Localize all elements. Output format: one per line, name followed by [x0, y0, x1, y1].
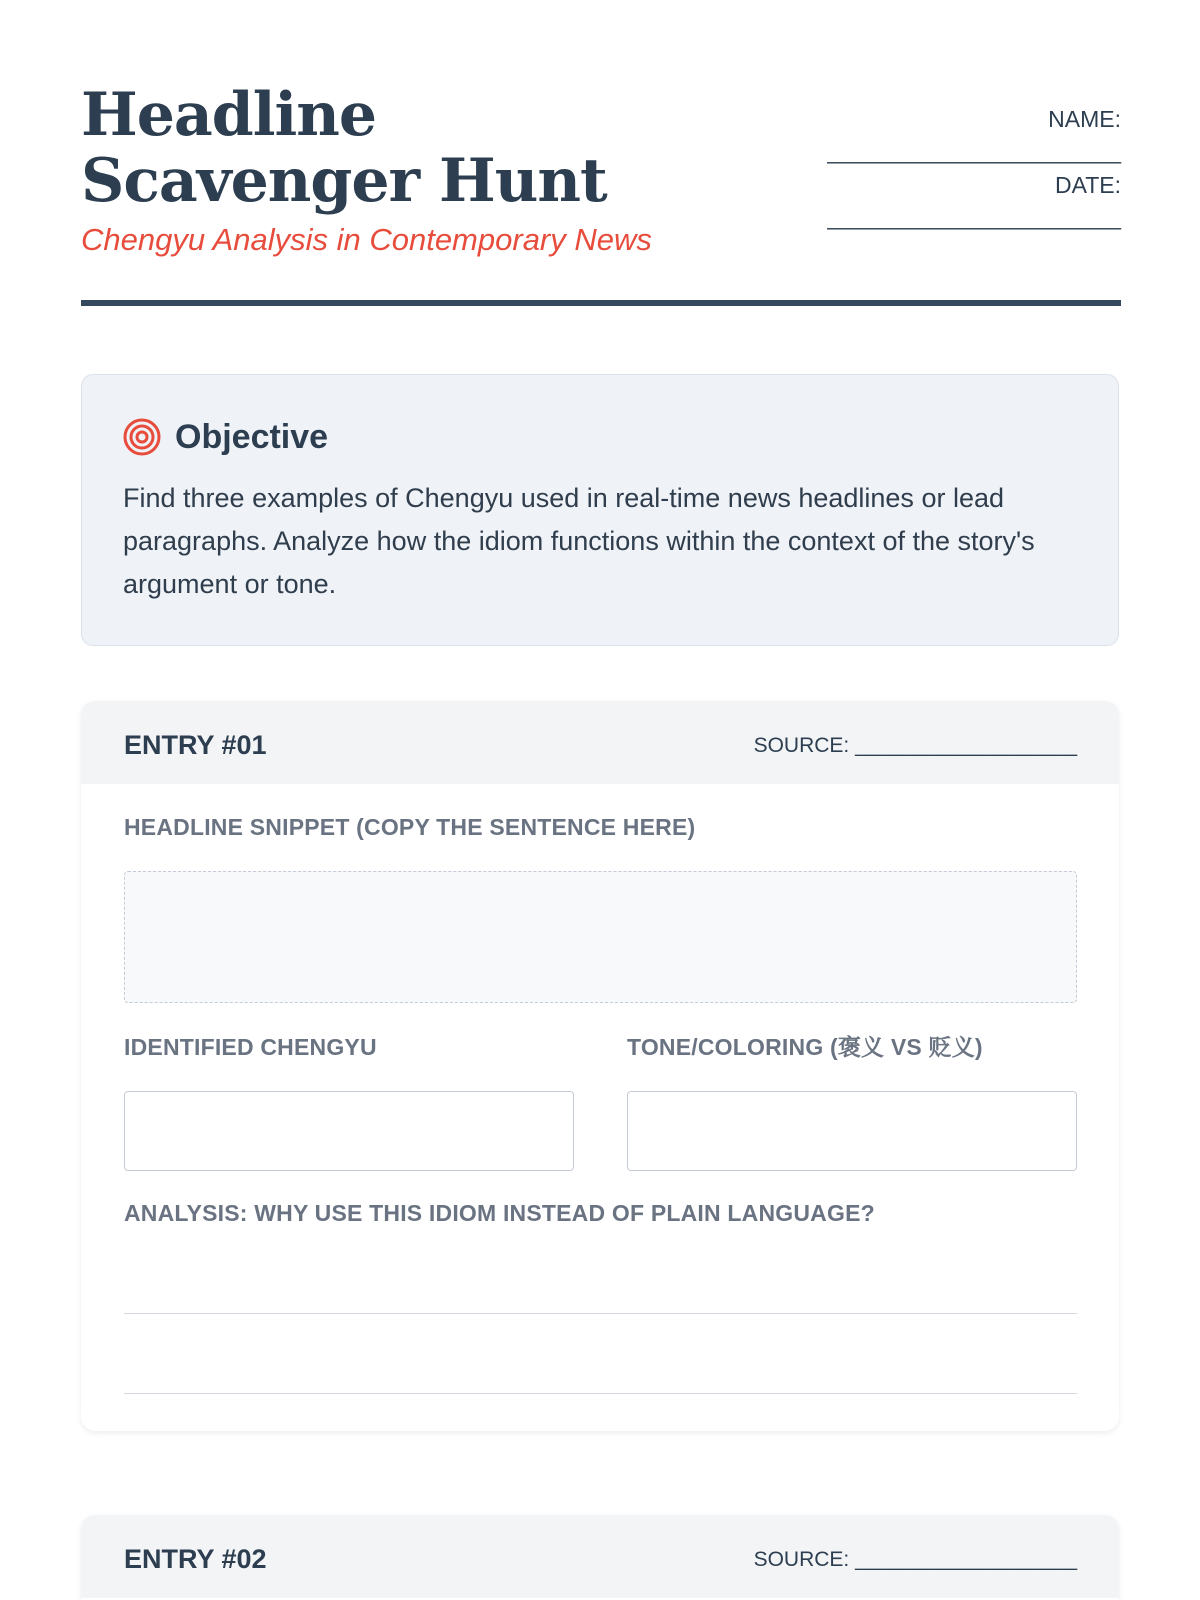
chengyu-input[interactable] — [124, 1091, 574, 1171]
page-subtitle: Chengyu Analysis in Contemporary News — [81, 222, 652, 257]
objective-heading — [123, 417, 328, 457]
student-info — [781, 104, 1121, 236]
name-label: NAME: — [1048, 106, 1121, 132]
entry-card — [81, 701, 1119, 1431]
entry-number: ENTRY #01 — [124, 730, 267, 760]
header-divider — [81, 300, 1121, 306]
objective-text: Find three examples of Chengyu used in real-time news headlines or lead paragraphs. Analyze how the idiom functions within the context of the story's argument or tone. — [123, 483, 1035, 599]
entry-header — [81, 701, 1119, 784]
date-label: DATE: — [1054, 172, 1121, 198]
entry-card — [81, 1515, 1119, 1600]
entry-number: ENTRY #02 — [124, 1544, 267, 1574]
target-icon — [123, 418, 161, 456]
entry-header — [81, 1515, 1119, 1598]
objective-panel — [81, 374, 1119, 646]
snippet-label: HEADLINE SNIPPET (COPY THE SENTENCE HERE) — [124, 814, 696, 840]
page-title: Headline Scavenger Hunt — [81, 80, 607, 216]
analysis-line[interactable] — [124, 1393, 1077, 1394]
analysis-label: ANALYSIS: WHY USE THIS IDIOM INSTEAD OF PLAIN LANGUAGE? — [124, 1200, 875, 1226]
source-field[interactable]: SOURCE: ___________________ — [753, 734, 1077, 757]
objective-title: Objective — [175, 418, 329, 456]
headline-snippet-input[interactable] — [124, 871, 1077, 1003]
name-field[interactable]: ________________________ — [827, 139, 1121, 164]
chengyu-label: IDENTIFIED CHENGYU — [124, 1034, 377, 1060]
analysis-line[interactable] — [124, 1313, 1077, 1314]
date-field[interactable]: ________________________ — [827, 205, 1121, 230]
tone-label: TONE/COLORING (褒义 VS 贬义) — [627, 1034, 983, 1060]
worksheet-header — [81, 82, 1121, 308]
source-field[interactable]: SOURCE: ___________________ — [753, 1548, 1077, 1571]
tone-input[interactable] — [627, 1091, 1077, 1171]
